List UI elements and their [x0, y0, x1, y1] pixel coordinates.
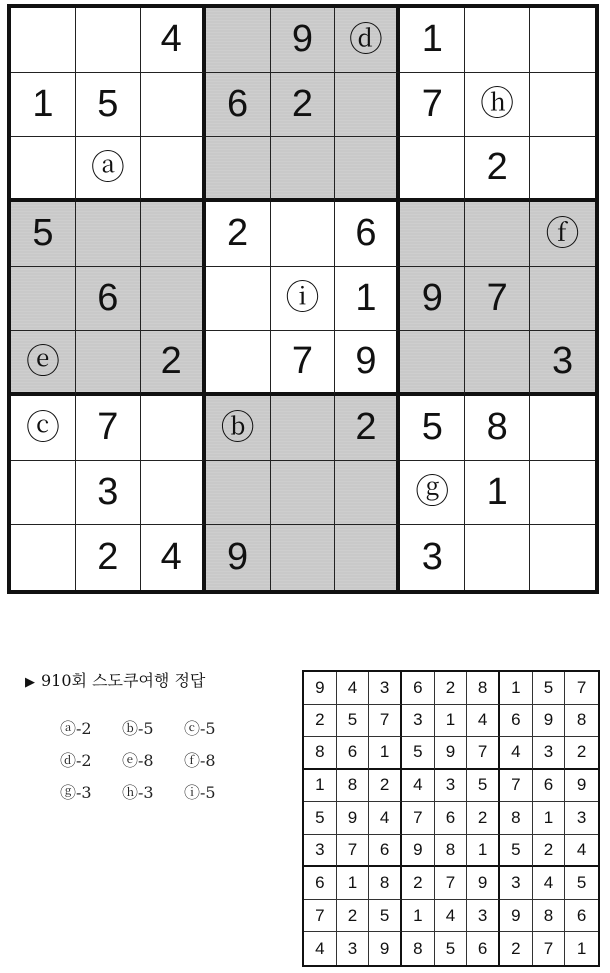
- puzzle-cell[interactable]: [141, 267, 206, 332]
- puzzle-cell[interactable]: [141, 202, 206, 267]
- solution-cell: 5: [467, 770, 500, 803]
- puzzle-cell[interactable]: [141, 137, 206, 202]
- solution-cell: 7: [467, 737, 500, 770]
- cell-value: 6: [227, 82, 249, 125]
- solution-cell: 4: [337, 672, 370, 705]
- circled-letter-clue: ⓕ: [545, 213, 580, 254]
- circled-letter-clue: ⓖ: [415, 472, 450, 513]
- answer-key: ⓓ-2: [60, 751, 92, 770]
- puzzle-cell[interactable]: [530, 461, 595, 526]
- puzzle-cell[interactable]: [76, 331, 141, 396]
- solution-cell: 9: [402, 835, 435, 868]
- solution-cell: 1: [369, 737, 402, 770]
- solution-cell: 6: [435, 802, 468, 835]
- solution-cell: 2: [467, 802, 500, 835]
- puzzle-cell[interactable]: [271, 525, 336, 590]
- puzzle-cell[interactable]: [400, 461, 465, 526]
- puzzle-cell[interactable]: [11, 461, 76, 526]
- solution-cell: 8: [304, 737, 337, 770]
- solution-cell: 7: [369, 705, 402, 738]
- solution-cell: 2: [402, 867, 435, 900]
- solution-cell: 1: [435, 705, 468, 738]
- solution-cell: 1: [304, 770, 337, 803]
- solution-cell: 9: [435, 737, 468, 770]
- puzzle-cell[interactable]: [335, 137, 400, 202]
- puzzle-cell[interactable]: [400, 525, 465, 590]
- solution-cell: 6: [533, 770, 566, 803]
- solution-cell: 3: [435, 770, 468, 803]
- solution-cell: 3: [337, 932, 370, 965]
- cell-value: 7: [421, 82, 443, 125]
- puzzle-cell[interactable]: [271, 137, 336, 202]
- solution-cell: 7: [304, 900, 337, 933]
- cell-value: 9: [291, 18, 314, 61]
- solution-cell: 4: [467, 705, 500, 738]
- puzzle-cell[interactable]: [335, 202, 400, 267]
- solution-cell: 4: [500, 737, 533, 770]
- solution-cell: 6: [304, 867, 337, 900]
- puzzle-cell[interactable]: [335, 73, 400, 138]
- solution-cell: 6: [369, 835, 402, 868]
- answer-key: ⓑ-5: [122, 719, 154, 738]
- cell-value: 3: [421, 536, 443, 579]
- solution-cell: 3: [369, 672, 402, 705]
- solution-cell: 2: [304, 705, 337, 738]
- circled-letter-clue: ⓗ: [480, 84, 515, 125]
- solution-cell: 8: [369, 867, 402, 900]
- puzzle-cell[interactable]: [465, 525, 530, 590]
- cell-value: 9: [227, 536, 249, 579]
- cell-value: 7: [486, 276, 508, 319]
- puzzle-cell[interactable]: [530, 331, 595, 396]
- puzzle-cell[interactable]: [141, 461, 206, 526]
- puzzle-cell[interactable]: [530, 73, 595, 138]
- answer-key: ⓔ-8: [122, 751, 154, 770]
- cell-value: 9: [355, 340, 377, 383]
- puzzle-cell[interactable]: [465, 461, 530, 526]
- puzzle-cell[interactable]: [465, 73, 530, 138]
- solution-cell: 9: [565, 770, 598, 803]
- puzzle-cell[interactable]: [206, 396, 271, 461]
- puzzle-cell[interactable]: [206, 267, 271, 332]
- cell-value: 2: [227, 212, 249, 255]
- cell-value: 1: [32, 82, 54, 125]
- puzzle-cell[interactable]: [465, 202, 530, 267]
- solution-cell: 9: [500, 900, 533, 933]
- puzzle-cell[interactable]: [335, 461, 400, 526]
- solution-cell: 5: [337, 705, 370, 738]
- puzzle-cell[interactable]: [11, 396, 76, 461]
- solution-cell: 9: [533, 705, 566, 738]
- solution-cell: 5: [369, 900, 402, 933]
- answer-title: [25, 668, 205, 691]
- answer-keys: [60, 716, 260, 803]
- sudoku-puzzle-grid: [7, 4, 599, 594]
- answer-key: ⓖ-3: [60, 783, 92, 802]
- puzzle-cell[interactable]: [206, 461, 271, 526]
- puzzle-cell[interactable]: [335, 525, 400, 590]
- puzzle-cell[interactable]: [76, 525, 141, 590]
- solution-cell: 1: [402, 900, 435, 933]
- cell-value: 5: [32, 212, 54, 255]
- solution-cell: 4: [402, 770, 435, 803]
- cell-value: 2: [97, 536, 119, 579]
- solution-cell: 9: [467, 867, 500, 900]
- solution-cell: 6: [337, 737, 370, 770]
- solution-cell: 8: [500, 802, 533, 835]
- solution-cell: 2: [565, 737, 598, 770]
- solution-cell: 8: [435, 835, 468, 868]
- puzzle-cell[interactable]: [400, 8, 465, 73]
- puzzle-cell[interactable]: [465, 8, 530, 73]
- puzzle-cell[interactable]: [465, 137, 530, 202]
- solution-cell: 4: [565, 835, 598, 868]
- cell-value: 5: [421, 406, 443, 449]
- puzzle-cell[interactable]: [271, 73, 336, 138]
- answer-key: ⓗ-3: [122, 783, 154, 802]
- cell-value: 1: [486, 470, 508, 513]
- puzzle-cell[interactable]: [206, 137, 271, 202]
- cell-value: 7: [97, 406, 119, 449]
- puzzle-cell[interactable]: [271, 461, 336, 526]
- cell-value: 6: [355, 212, 377, 255]
- solution-cell: 7: [533, 932, 566, 965]
- puzzle-cell[interactable]: [400, 73, 465, 138]
- solution-cell: 5: [500, 835, 533, 868]
- puzzle-cell[interactable]: [76, 396, 141, 461]
- puzzle-cell[interactable]: [465, 267, 530, 332]
- cell-value: 3: [551, 340, 574, 383]
- solution-cell: 2: [533, 835, 566, 868]
- solution-cell: 3: [402, 705, 435, 738]
- puzzle-cell[interactable]: [206, 73, 271, 138]
- cell-value: 7: [291, 340, 314, 383]
- answer-key: ⓐ-2: [60, 719, 92, 738]
- puzzle-cell[interactable]: [530, 267, 595, 332]
- answer-key: ⓒ-5: [184, 719, 216, 738]
- solution-cell: 9: [337, 802, 370, 835]
- puzzle-cell[interactable]: [530, 525, 595, 590]
- answer-title-text: 910회 스도쿠여행 정답: [41, 671, 206, 690]
- solution-cell: 6: [402, 672, 435, 705]
- solution-cell: 1: [533, 802, 566, 835]
- puzzle-cell[interactable]: [206, 8, 271, 73]
- solution-cell: 3: [533, 737, 566, 770]
- solution-cell: 3: [304, 835, 337, 868]
- circled-letter-clue: ⓑ: [220, 407, 255, 448]
- puzzle-cell[interactable]: [271, 8, 336, 73]
- puzzle-cell[interactable]: [11, 8, 76, 73]
- cell-value: 4: [160, 536, 182, 579]
- puzzle-cell[interactable]: [76, 8, 141, 73]
- solution-cell: 6: [565, 900, 598, 933]
- solution-cell: 1: [467, 835, 500, 868]
- circled-letter-clue: ⓓ: [348, 19, 383, 60]
- solution-cell: 7: [337, 835, 370, 868]
- puzzle-cell[interactable]: [141, 73, 206, 138]
- puzzle-cell[interactable]: [76, 202, 141, 267]
- puzzle-cell[interactable]: [76, 267, 141, 332]
- solution-cell: 4: [304, 932, 337, 965]
- solution-cell: 1: [500, 672, 533, 705]
- puzzle-cell[interactable]: [206, 202, 271, 267]
- puzzle-cell[interactable]: [206, 525, 271, 590]
- cell-value: 2: [291, 82, 314, 125]
- solution-cell: 7: [500, 770, 533, 803]
- puzzle-cell[interactable]: [530, 202, 595, 267]
- circled-letter-clue: ⓘ: [285, 278, 320, 319]
- solution-cell: 2: [435, 672, 468, 705]
- solution-cell: 4: [533, 867, 566, 900]
- cell-value: 4: [160, 18, 182, 61]
- solution-cell: 5: [533, 672, 566, 705]
- solution-cell: 6: [467, 932, 500, 965]
- solution-cell: 9: [304, 672, 337, 705]
- solution-cell: 3: [467, 900, 500, 933]
- puzzle-cell[interactable]: [530, 137, 595, 202]
- solution-cell: 4: [435, 900, 468, 933]
- puzzle-cell[interactable]: [11, 267, 76, 332]
- puzzle-cell[interactable]: [271, 202, 336, 267]
- puzzle-cell[interactable]: [11, 331, 76, 396]
- puzzle-cell[interactable]: [271, 267, 336, 332]
- solution-cell: 8: [565, 705, 598, 738]
- solution-cell: 5: [435, 932, 468, 965]
- solution-cell: 1: [337, 867, 370, 900]
- puzzle-cell[interactable]: [271, 331, 336, 396]
- puzzle-cell[interactable]: [76, 137, 141, 202]
- cell-value: 9: [421, 276, 443, 319]
- solution-cell: 2: [500, 932, 533, 965]
- puzzle-cell[interactable]: [400, 331, 465, 396]
- solution-cell: 9: [369, 932, 402, 965]
- solution-cell: 8: [533, 900, 566, 933]
- circled-letter-clue: ⓔ: [25, 341, 60, 382]
- circled-letter-clue: ⓒ: [25, 407, 60, 448]
- puzzle-cell[interactable]: [335, 396, 400, 461]
- puzzle-cell[interactable]: [141, 331, 206, 396]
- solution-cell: 2: [337, 900, 370, 933]
- puzzle-cell[interactable]: [335, 8, 400, 73]
- solution-cell: 7: [402, 802, 435, 835]
- solution-cell: 1: [576, 938, 587, 958]
- cell-value: 6: [97, 276, 119, 319]
- puzzle-cell[interactable]: [335, 267, 400, 332]
- solution-cell: 3: [565, 802, 598, 835]
- puzzle-cell[interactable]: [465, 331, 530, 396]
- cell-value: 2: [355, 406, 377, 449]
- puzzle-cell[interactable]: [11, 525, 76, 590]
- puzzle-cell[interactable]: [400, 396, 465, 461]
- cell-value: 2: [486, 146, 508, 189]
- solution-cell: 4: [369, 802, 402, 835]
- cell-value: 1: [421, 18, 443, 61]
- puzzle-cell[interactable]: [530, 396, 595, 461]
- puzzle-cell[interactable]: [141, 396, 206, 461]
- solution-cell: 5: [304, 802, 337, 835]
- cell-value: 3: [97, 470, 119, 513]
- play-triangle-icon: ▶: [25, 675, 35, 690]
- answer-key: ⓘ-5: [184, 783, 216, 802]
- solution-cell: 7: [435, 867, 468, 900]
- solution-cell: 5: [565, 867, 598, 900]
- circled-letter-clue: ⓐ: [90, 147, 125, 188]
- solution-cell: 6: [500, 705, 533, 738]
- solution-cell: 3: [500, 867, 533, 900]
- puzzle-cell[interactable]: [400, 137, 465, 202]
- cell-value: 5: [97, 82, 119, 125]
- solution-cell: 7: [565, 672, 598, 705]
- solution-grid: [302, 670, 600, 967]
- cell-value: 8: [486, 406, 508, 449]
- puzzle-cell[interactable]: [76, 461, 141, 526]
- puzzle-cell[interactable]: [76, 73, 141, 138]
- puzzle-cell[interactable]: [335, 331, 400, 396]
- puzzle-cell[interactable]: [141, 8, 206, 73]
- puzzle-cell[interactable]: [206, 331, 271, 396]
- puzzle-cell[interactable]: [400, 202, 465, 267]
- cell-value: 2: [160, 340, 182, 383]
- puzzle-cell[interactable]: [11, 202, 76, 267]
- solution-cell: 8: [402, 932, 435, 965]
- puzzle-cell[interactable]: [141, 525, 206, 590]
- solution-cell: 2: [369, 770, 402, 803]
- puzzle-cell[interactable]: [465, 396, 530, 461]
- solution-cell: 8: [467, 672, 500, 705]
- cell-value: 1: [355, 276, 377, 319]
- puzzle-cell[interactable]: [11, 73, 76, 138]
- puzzle-cell[interactable]: [11, 137, 76, 202]
- puzzle-cell[interactable]: [400, 267, 465, 332]
- solution-cell: 5: [402, 737, 435, 770]
- puzzle-cell[interactable]: [530, 8, 595, 73]
- answer-key: ⓕ-8: [184, 751, 216, 770]
- solution-cell: 8: [337, 770, 370, 803]
- puzzle-cell[interactable]: [271, 396, 336, 461]
